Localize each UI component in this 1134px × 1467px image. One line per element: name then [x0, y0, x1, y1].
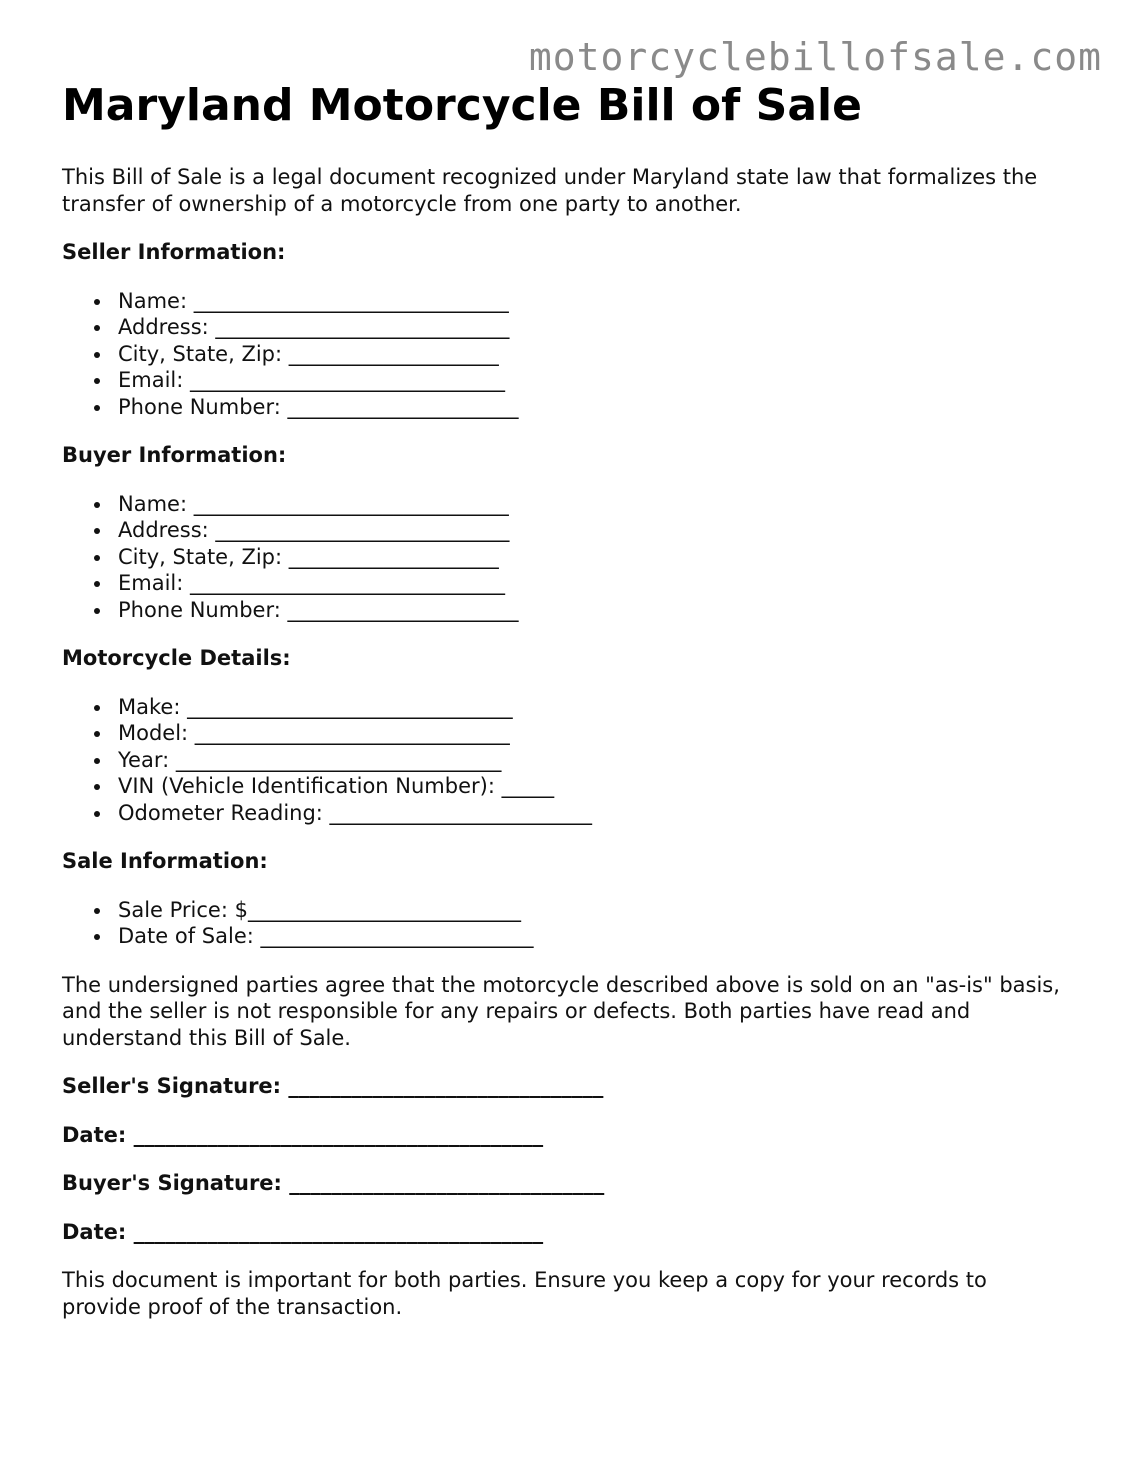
- buyer-section-heading: Buyer Information:: [62, 443, 287, 467]
- seller-fields-list: [62, 288, 1072, 421]
- watermark-text: motorcyclebillofsale.com: [528, 35, 1102, 79]
- intro-paragraph: This Bill of Sale is a legal document recognized under Maryland state law that formalizes the transfer of ownership of a motorcycle from one party to another.: [62, 165, 1038, 216]
- seller-city-state-zip-field: City, State, Zip: ____________________: [118, 341, 1072, 368]
- seller-section-heading: Seller Information:: [62, 240, 286, 264]
- buyer-email-field: Email: ______________________________: [118, 570, 1072, 597]
- sale-fields-list: [62, 897, 1072, 950]
- motorcycle-section-heading: Motorcycle Details:: [62, 646, 291, 670]
- motorcycle-make-field: Make: _______________________________: [118, 694, 1072, 721]
- buyer-name-field: Name: ______________________________: [118, 491, 1072, 518]
- buyer-city-state-zip-field: City, State, Zip: ____________________: [118, 544, 1072, 571]
- document-body: [62, 80, 1072, 1320]
- document-title: Maryland Motorcycle Bill of Sale: [62, 80, 862, 131]
- motorcycle-year-field: Year: _______________________________: [118, 747, 1072, 774]
- buyer-phone-field: Phone Number: ______________________: [118, 597, 1072, 624]
- buyer-address-field: Address: ____________________________: [118, 517, 1072, 544]
- buyer-date-line: Date: _______________________________________: [62, 1219, 544, 1244]
- seller-date-line: Date: _______________________________________: [62, 1122, 544, 1147]
- seller-address-field: Address: ____________________________: [118, 314, 1072, 341]
- agreement-paragraph: The undersigned parties agree that the motorcycle described above is sold on an "as-is" basis, and the seller is not responsible for any repairs or defects. Both parties have read and understand this Bill of Sale.: [62, 972, 1060, 1050]
- buyer-signature-line: Buyer's Signature: ______________________________: [62, 1171, 605, 1195]
- seller-name-field: Name: ______________________________: [118, 288, 1072, 315]
- seller-signature-line: Seller's Signature: ______________________________: [62, 1074, 604, 1098]
- sale-price-field: Sale Price: $__________________________: [118, 897, 1072, 924]
- motorcycle-fields-list: [62, 694, 1072, 827]
- seller-phone-field: Phone Number: ______________________: [118, 394, 1072, 421]
- motorcycle-vin-field: VIN (Vehicle Identification Number): _____: [118, 773, 1072, 800]
- closing-paragraph: This document is important for both parties. Ensure you keep a copy for your records to provide proof of the transaction.: [62, 1268, 987, 1319]
- sale-date-field: Date of Sale: __________________________: [118, 923, 1072, 950]
- motorcycle-model-field: Model: ______________________________: [118, 720, 1072, 747]
- buyer-fields-list: [62, 491, 1072, 624]
- motorcycle-odometer-field: Odometer Reading: _________________________: [118, 800, 1072, 827]
- sale-section-heading: Sale Information:: [62, 849, 268, 873]
- seller-email-field: Email: ______________________________: [118, 367, 1072, 394]
